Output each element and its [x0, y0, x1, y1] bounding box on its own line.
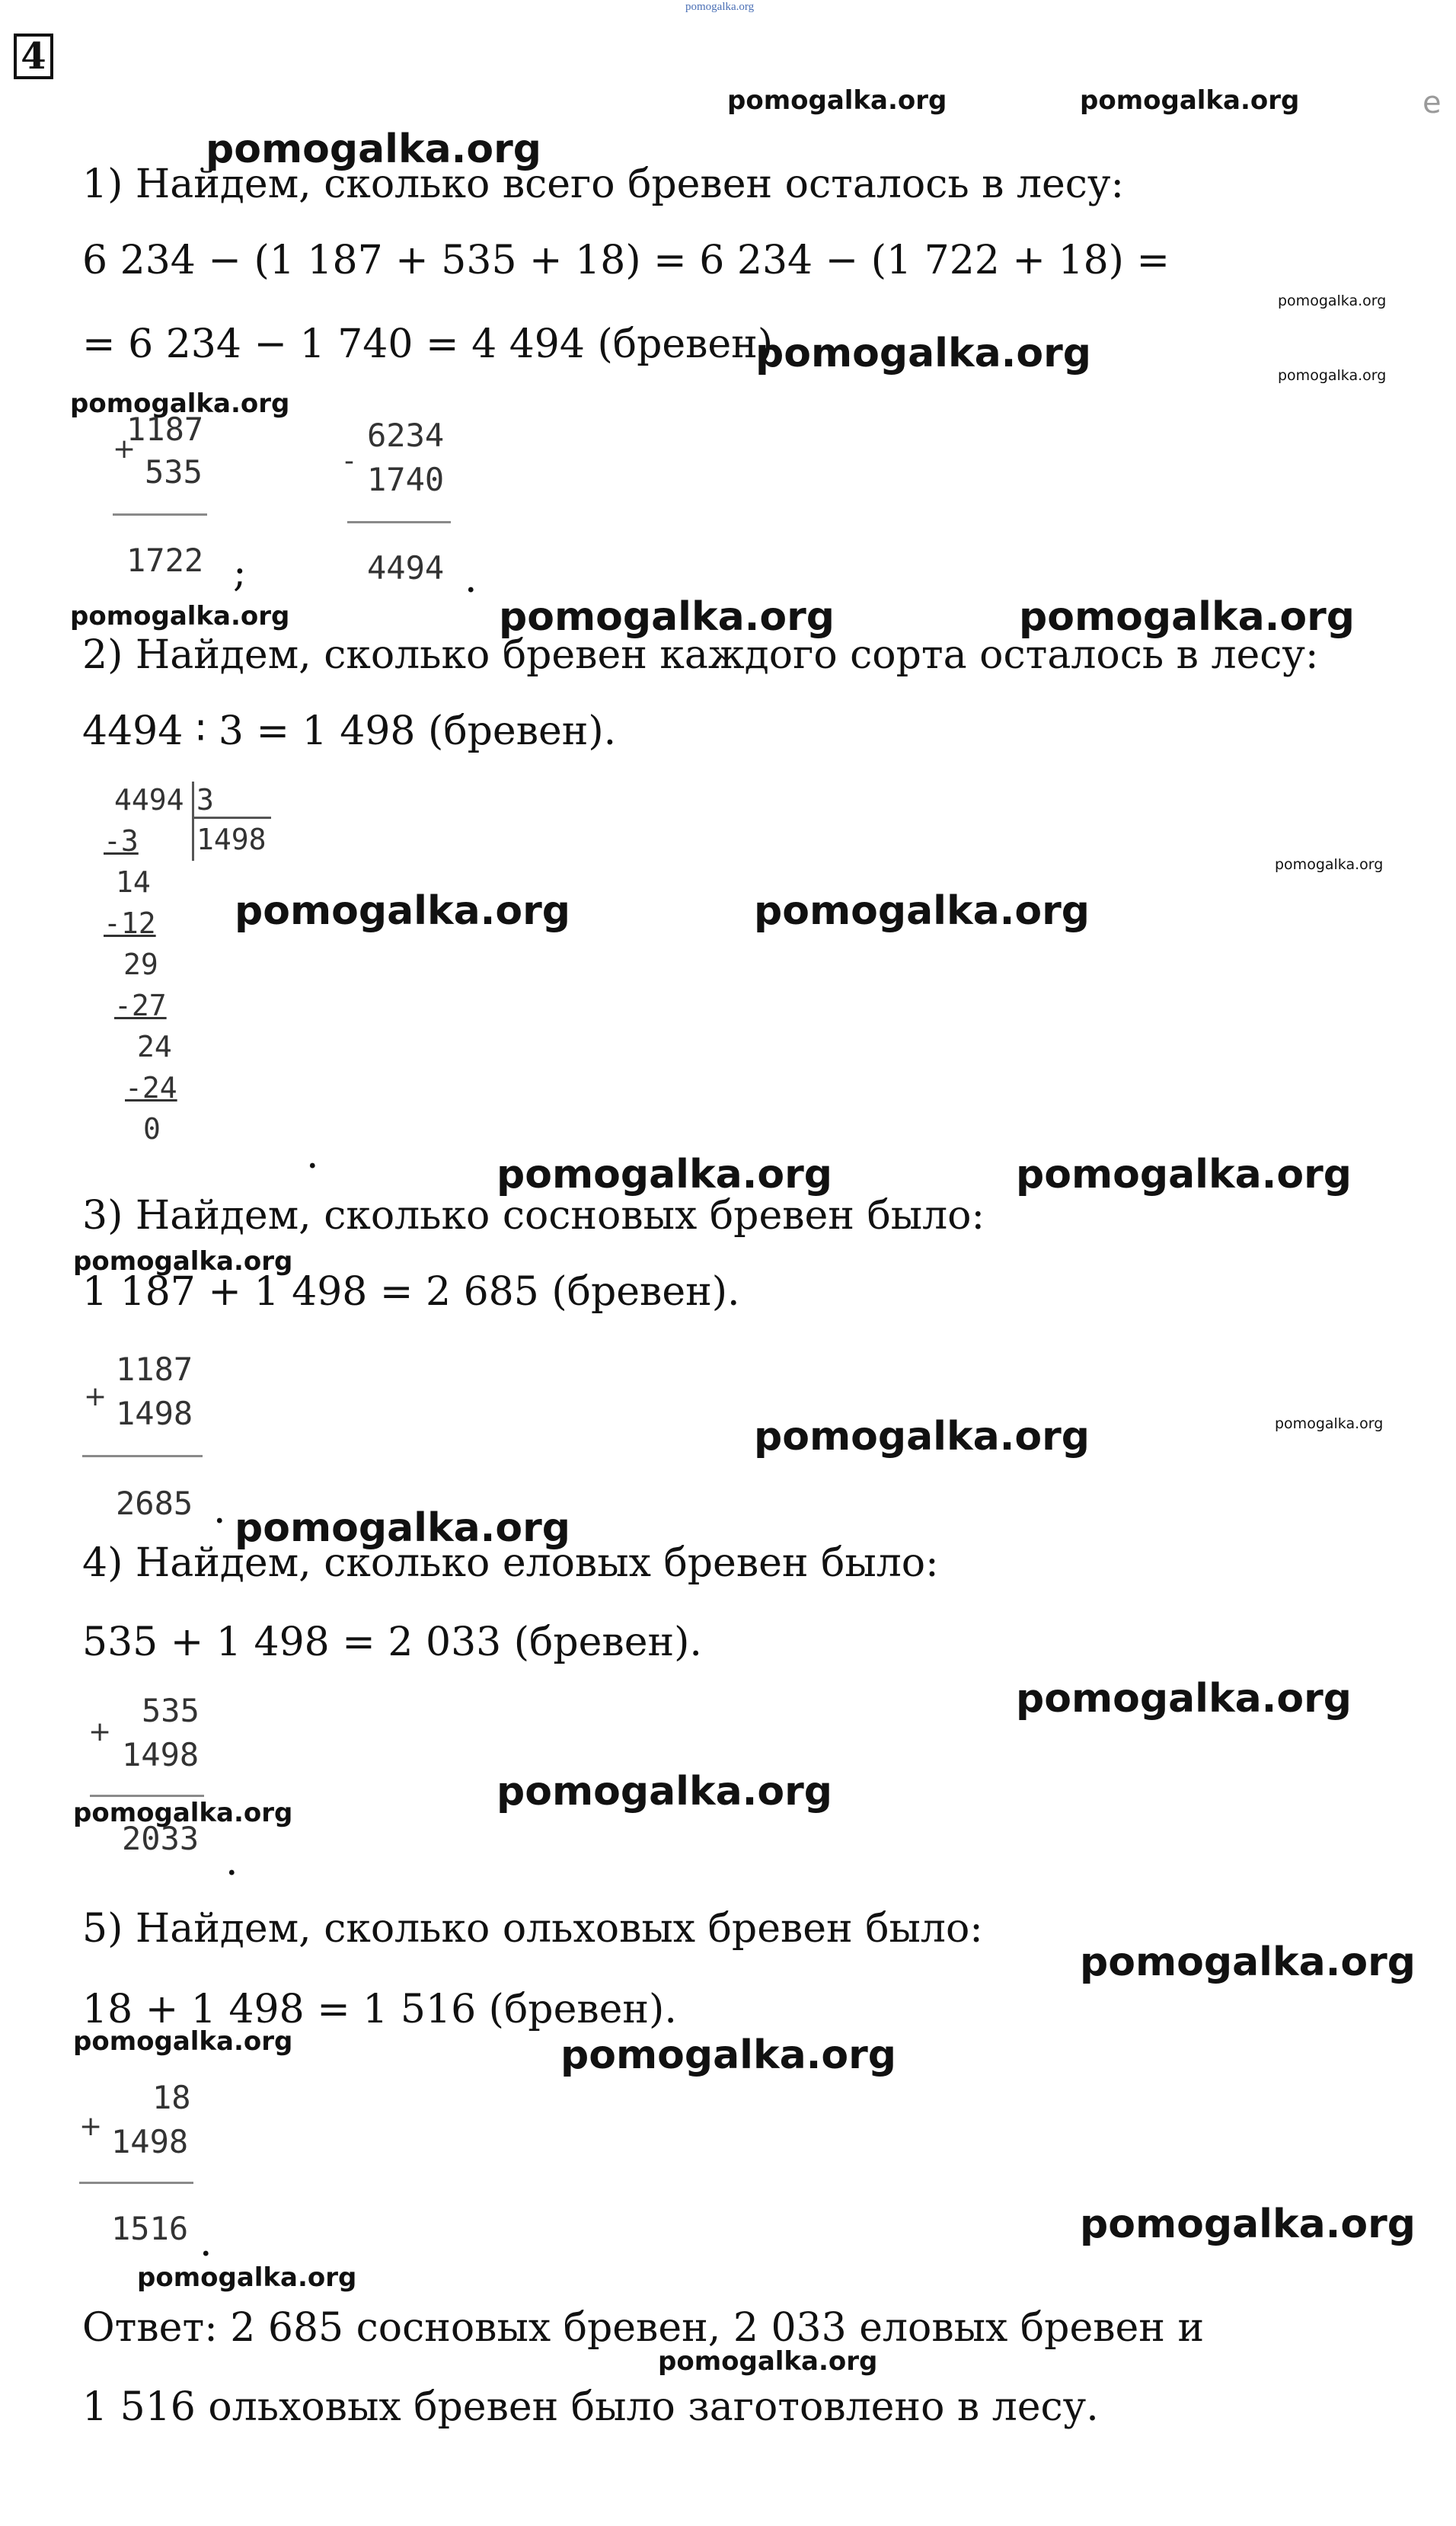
addend-1: 1187	[116, 1351, 193, 1388]
step5-heading: 5) Найдем, сколько ольховых бревен было:	[82, 1906, 983, 1952]
addend-1: 535	[142, 1692, 200, 1729]
watermark: pomogalka.org	[70, 601, 290, 632]
watermark: pomogalka.org	[235, 888, 571, 934]
addend-2: 1498	[116, 1395, 193, 1432]
minuend: 6234	[367, 417, 445, 454]
watermark: pomogalka.org	[754, 888, 1090, 934]
watermark: pomogalka.org	[1019, 594, 1355, 640]
difference-result: 4494	[367, 549, 445, 587]
addend-2: 1498	[122, 1736, 200, 1773]
sum-rule	[82, 1455, 203, 1457]
watermark: pomogalka.org	[499, 594, 835, 640]
addend-2: 535	[145, 453, 203, 491]
sum-result: 2685	[116, 1485, 193, 1522]
watermark: pomogalka.org	[206, 126, 542, 172]
separator: .	[200, 2220, 212, 2265]
watermark: pomogalka.org	[235, 1505, 571, 1551]
watermark: pomogalka.org	[1080, 1939, 1416, 1985]
watermark: pomogalka.org	[1278, 293, 1387, 309]
separator: ;	[233, 550, 247, 596]
answer-line-1: Ответ: 2 685 сосновых бревен, 2 033 еловых бревен и	[82, 2305, 1205, 2351]
division-bar-vertical	[192, 782, 194, 861]
watermark: pomogalka.org	[137, 2262, 357, 2293]
step3-equation: 1 187 + 1 498 = 2 685 (бревен).	[82, 1269, 740, 1315]
answer-line-2: 1 516 ольховых бревен было заготовлено в лесу.	[82, 2384, 1099, 2430]
watermark: pomogalka.org	[1016, 1152, 1352, 1197]
watermark: pomogalka.org	[755, 331, 1092, 376]
step1-heading: 1) Найдем, сколько всего бревен осталось в лесу:	[82, 161, 1125, 207]
watermark: pomogalka.org	[73, 2026, 293, 2057]
step4-heading: 4) Найдем, сколько еловых бревен было:	[82, 1540, 939, 1586]
step3-heading: 3) Найдем, сколько сосновых бревен было:	[82, 1193, 985, 1239]
separator: .	[225, 1839, 238, 1885]
watermark: pomogalka.org	[1016, 1676, 1352, 1722]
addend-1: 18	[152, 2079, 191, 2116]
watermark: pomogalka.org	[73, 1798, 293, 1828]
sum-rule	[113, 513, 207, 516]
step1-equation-line1: 6 234 − (1 187 + 535 + 18) = 6 234 − (1 722 + 18) =	[82, 238, 1170, 283]
watermark: pomogalka.org	[754, 1414, 1090, 1460]
step1-equation-line2: = 6 234 − 1 740 = 4 494 (бревен).	[82, 321, 786, 367]
addend-1: 1187	[126, 411, 204, 448]
watermark: pomogalka.org	[1275, 1415, 1384, 1432]
sum-result: 1722	[126, 542, 204, 579]
task-number-badge: 4	[14, 34, 53, 79]
division-line: -12	[104, 906, 156, 940]
watermark: pomogalka.org	[73, 1246, 293, 1277]
plus-sign: +	[113, 433, 136, 465]
quotient: 1498	[196, 823, 267, 856]
division-line: 24	[137, 1030, 172, 1063]
difference-rule	[347, 521, 451, 523]
separator: .	[306, 1132, 319, 1178]
watermark: pomogalka.org	[1275, 856, 1384, 873]
sum-rule	[90, 1795, 204, 1797]
division-line: 0	[143, 1112, 161, 1146]
watermark: pomogalka.org	[727, 85, 947, 116]
watermark: pomogalka.org	[1080, 2201, 1416, 2247]
division-line: -24	[125, 1071, 177, 1105]
dividend: 4494	[114, 783, 184, 817]
division-line: 14	[116, 865, 151, 899]
watermark: pomogalka.org	[560, 2032, 897, 2078]
watermark: pomogalka.org	[70, 388, 290, 419]
watermark-top: pomogalka.org	[685, 1, 755, 13]
watermark: pomogalka.org	[658, 2346, 878, 2377]
watermark: pomogalka.org	[497, 1152, 833, 1197]
edge-letter: e	[1422, 85, 1442, 120]
step2-equation: 4494 ∶ 3 = 1 498 (бревен).	[82, 708, 617, 754]
watermark: pomogalka.org	[1080, 85, 1300, 116]
division-line: -27	[114, 989, 167, 1022]
step4-equation: 535 + 1 498 = 2 033 (бревен).	[82, 1620, 702, 1665]
sum-rule	[79, 2182, 193, 2184]
divisor: 3	[196, 783, 214, 817]
division-line: -3	[104, 824, 139, 858]
watermark: pomogalka.org	[497, 1769, 833, 1815]
step5-equation: 18 + 1 498 = 1 516 (бревен).	[82, 1987, 677, 2032]
separator: .	[213, 1487, 226, 1533]
plus-sign: +	[79, 2111, 103, 2142]
plus-sign: +	[88, 1716, 112, 1747]
separator: .	[465, 556, 477, 602]
subtrahend: 1740	[367, 461, 445, 498]
step2-heading: 2) Найдем, сколько бревен каждого сорта осталось в лесу:	[82, 632, 1319, 678]
sum-result: 2033	[122, 1820, 200, 1857]
division-line: 29	[123, 948, 158, 981]
watermark: pomogalka.org	[1278, 367, 1387, 384]
sum-result: 1516	[111, 2210, 189, 2247]
plus-sign: +	[84, 1381, 107, 1412]
addend-2: 1498	[111, 2123, 189, 2160]
division-bar-horizontal	[192, 817, 271, 819]
minus-sign: -	[344, 446, 354, 477]
